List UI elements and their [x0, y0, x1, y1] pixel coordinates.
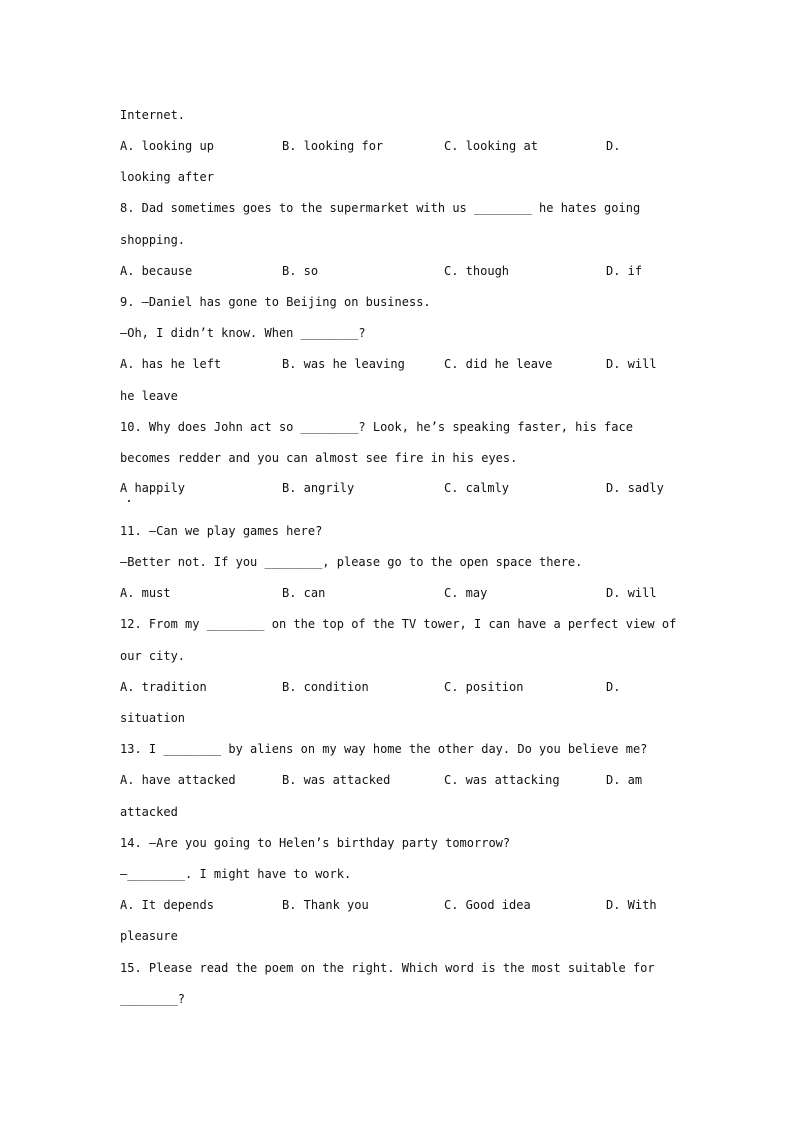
q9-stem-cont: —Oh, I didn’t know. When ________? — [120, 326, 366, 340]
q13-option-b: B. was attacked — [282, 773, 391, 787]
q12-option-d-text: situation — [120, 711, 186, 725]
q9-option-a: A. has he left — [120, 357, 222, 371]
q10-stem-cont: becomes redder and you can almost see fire in his eyes. — [120, 451, 518, 465]
q14-option-a: A. It depends — [120, 898, 214, 912]
q11-stem: 11. —Can we play games here? — [120, 524, 323, 538]
q8-stem: 8. Dad sometimes goes to the supermarket with us ________ he hates going — [120, 201, 641, 215]
q14-option-c: C. Good idea — [444, 898, 531, 912]
q7-option-d-text: looking after — [120, 170, 214, 184]
q12-option-d: D. — [606, 680, 621, 694]
q9-stem: 9. —Daniel has gone to Beijing on business. — [120, 295, 431, 309]
q7-option-b: B. looking for — [282, 139, 384, 153]
q10-stem: 10. Why does John act so ________? Look, he’s speaking faster, his face — [120, 420, 633, 434]
q13-option-d: D. am — [606, 773, 643, 787]
q8-option-d: D. if — [606, 264, 643, 278]
q8-option-b: B. so — [282, 264, 319, 278]
q11-option-b: B. can — [282, 586, 326, 600]
q13-option-c: C. was attacking — [444, 773, 560, 787]
q14-stem: 14. —Are you going to Helen’s birthday party tomorrow? — [120, 836, 511, 850]
q15-stem: 15. Please read the poem on the right. Which word is the most suitable for — [120, 961, 655, 975]
q11-stem-cont: —Better not. If you ________, please go to the open space there. — [120, 555, 583, 569]
q14-stem-cont: —________. I might have to work. — [120, 867, 352, 881]
q10-option-a: A happily — [120, 481, 186, 495]
q9-option-d-text: he leave — [120, 389, 178, 403]
q10-option-c: C. calmly — [444, 481, 510, 495]
q10-option-d: D. sadly — [606, 481, 664, 495]
q11-option-c: C. may — [444, 586, 488, 600]
q12-option-b: B. condition — [282, 680, 369, 694]
q9-option-c: C. did he leave — [444, 357, 553, 371]
q12-stem: 12. From my ________ on the top of the TV tower, I can have a perfect view of — [120, 617, 677, 631]
q11-option-a: A. must — [120, 586, 171, 600]
q12-stem-cont: our city. — [120, 649, 186, 663]
q12-option-c: C. position — [444, 680, 524, 694]
q10-option-b: B. angrily — [282, 481, 355, 495]
q13-option-a: A. have attacked — [120, 773, 236, 787]
q13-option-d-text: attacked — [120, 805, 178, 819]
q9-option-d: D. will — [606, 357, 657, 371]
q7-option-d: D. — [606, 139, 621, 153]
q14-option-d: D. With — [606, 898, 657, 912]
q7-stem-end: Internet. — [120, 108, 186, 122]
q14-option-d-text: pleasure — [120, 929, 178, 943]
stray-dot-mark — [128, 500, 130, 502]
q13-stem: 13. I ________ by aliens on my way home the other day. Do you believe me? — [120, 742, 648, 756]
q12-option-a: A. tradition — [120, 680, 207, 694]
q8-option-a: A. because — [120, 264, 193, 278]
q8-stem-cont: shopping. — [120, 233, 186, 247]
q7-option-a: A. looking up — [120, 139, 214, 153]
q14-option-b: B. Thank you — [282, 898, 369, 912]
q15-stem-cont: ________? — [120, 992, 186, 1006]
q8-option-c: C. though — [444, 264, 510, 278]
q7-option-c: C. looking at — [444, 139, 538, 153]
q11-option-d: D. will — [606, 586, 657, 600]
q9-option-b: B. was he leaving — [282, 357, 405, 371]
